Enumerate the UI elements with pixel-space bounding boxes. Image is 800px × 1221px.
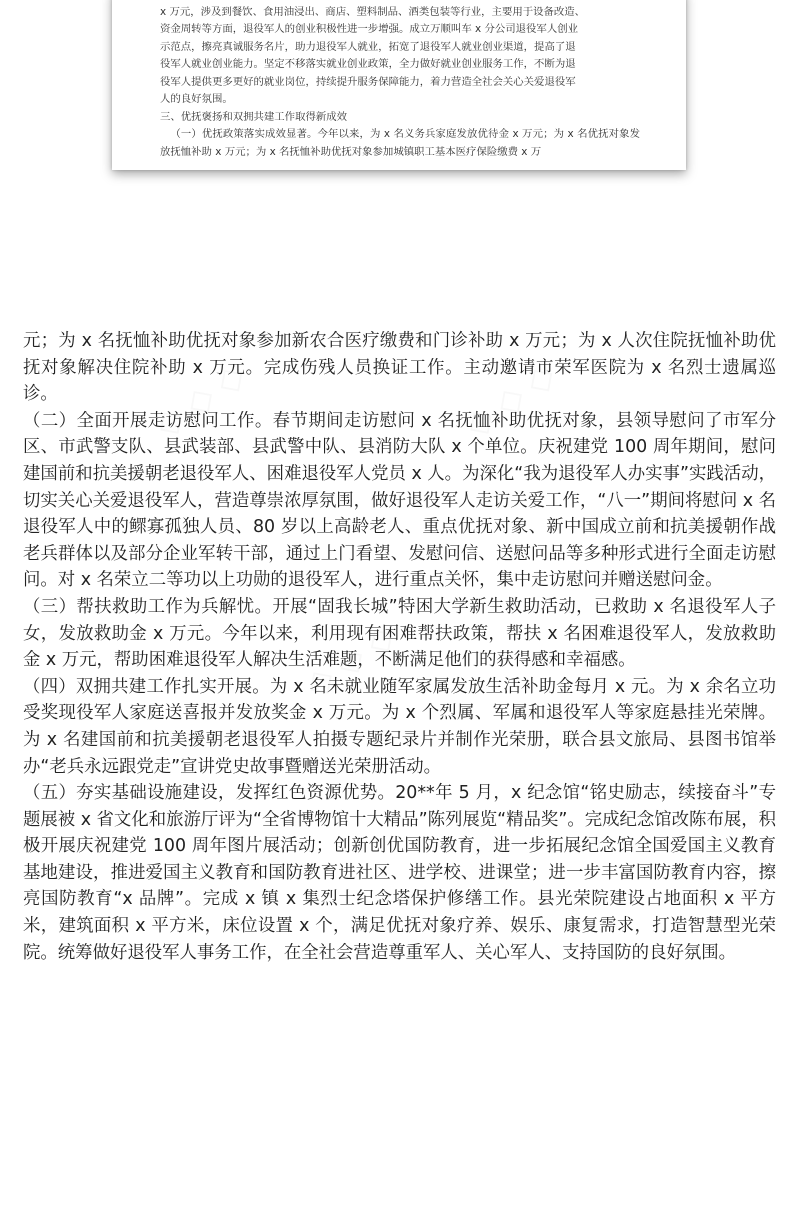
preview-line: 役军人提供更多更好的就业岗位，持续提升服务保障能力，着力营造全社会关心关爱退役军 — [160, 75, 576, 88]
preview-paragraph: （一）优抚政策落实成效显著。今年以来，为 x 名义务兵家庭发放优待金 x 万元；为 x 名优抚对象发放抚恤补助 x 万元；为 x 名抚恤补助优抚对象参加城镇职工基本医疗保险缴费 x 万 — [160, 128, 640, 158]
preview-line: 资金周转等方面，退役军人的创业积极性进一步增强。成立万顺叫车 x 分公司退役军人创业 — [160, 23, 578, 35]
preview-line: 示范点，擦亮真诚服务名片，助力退役军人就业，拓宽了退役军人就业创业渠道，提高了退 — [160, 40, 576, 53]
document-body — [23, 328, 776, 966]
preview-line — [160, 0, 640, 4]
body-paragraph-continued: 元；为 x 名抚恤补助优抚对象参加新农合医疗缴费和门诊补助 x 万元；为 x 人次住院抚恤补助优抚对象解决住院补助 x 万元。完成伤残人员换证工作。主动邀请市荣军医院为 x 名烈士遗属巡诊。 — [23, 331, 776, 405]
body-paragraph-visits: （二）全面开展走访慰问工作。春节期间走访慰问 x 名抚恤补助优抚对象，县领导慰问了市军分区、市武警支队、县武装部、县武警中队、县消防大队 x 个单位。庆祝建党 100 周年期间，慰问建国前和抗美援朝老退役军人、困难退役军人党员 x 人。为深化“我为退役军人办实事”实践活动，切实关心关爱退役军人，营造尊崇浓厚氛围，做好退役军人走访关爱工作，“八一”期间将慰问 x 名退役军人中的鳏寡孤独人员、80 岁以上高龄老人、重点优抚对象、新中国成立前和抗美援朝作战老兵群体以及部分企业军转干部，通过上门看望、发慰问信、送慰问品等多种形式进行全面走访慰问。对 x 名荣立二等功以上功勋的退役军人，进行重点关怀，集中走访慰问并赠送慰问金。 — [23, 410, 776, 591]
body-paragraph-dual-support: （四）双拥共建工作扎实开展。为 x 名未就业随军家属发放生活补助金每月 x 元。为 x 余名立功受奖现役军人家庭送喜报并发放奖金 x 万元。为 x 个烈属、军属和退役军人等家庭悬挂光荣牌。为 x 名建国前和抗美援朝老退役军人拍摄专题纪录片并制作光荣册，联合县文旅局、县图书馆举办“老兵永远跟党走”宣讲党史故事暨赠送光荣册活动。 — [23, 676, 776, 777]
page-preview-card — [112, 0, 686, 170]
body-paragraph-assistance: （三）帮扶救助工作为兵解忧。开展“固我长城”特困大学新生救助活动，已救助 x 名退役军人子女，发放救助金 x 万元。今年以来，利用现有困难帮扶政策，帮扶 x 名困难退役军人，发放救助金 x 万元，帮助困难退役军人解决生活难题，不断满足他们的获得感和幸福感。 — [23, 596, 776, 671]
preview-line: x 万元，涉及到餐饮、食用油浸出、商店、塑料制品、酒类包装等行业，主要用于设备改造、 — [160, 5, 586, 18]
watermark-mark: ◇ ◇ ◇ — [147, 354, 253, 446]
preview-section-heading: 三、优抚褒扬和双拥共建工作取得新成效 — [160, 110, 348, 123]
preview-line: 人的良好氛围。 — [160, 93, 233, 105]
watermark-mark: ◇ ◇ ◇ — [457, 354, 563, 446]
preview-text-block — [160, 0, 640, 161]
body-paragraph-infrastructure: （五）夯实基础设施建设，发挥红色资源优势。20**年 5 月，x 纪念馆“铭史励志，续接奋斗”专题展被 x 省文化和旅游厅评为“全省博物馆十大精品”陈列展览“精品奖”。完成纪念馆改陈布展，积极开展庆祝建党 100 周年图片展活动；创新创优国防教育，进一步拓展纪念馆全国爱国主义教育基地建设，推进爱国主义教育和国防教育进社区、进学校、进课堂；进一步丰富国防教育内容，擦亮国防教育“x 品牌”。完成 x 镇 x 集烈士纪念塔保护修缮工作。县光荣院建设占地面积 x 平方米，建筑面积 x 平方米，床位设置 x 个，满足优抚对象疗养、娱乐、康复需求，打造智慧型光荣院。统筹做好退役军人事务工作，在全社会营造尊重军人、关心军人、支持国防的良好氛围。 — [23, 783, 777, 963]
watermark-mark: ◇ ◇ ◇ — [297, 614, 403, 706]
preview-line: 役军人就业创业能力。坚定不移落实就业创业政策，全力做好就业创业服务工作，不断为退 — [160, 58, 576, 70]
